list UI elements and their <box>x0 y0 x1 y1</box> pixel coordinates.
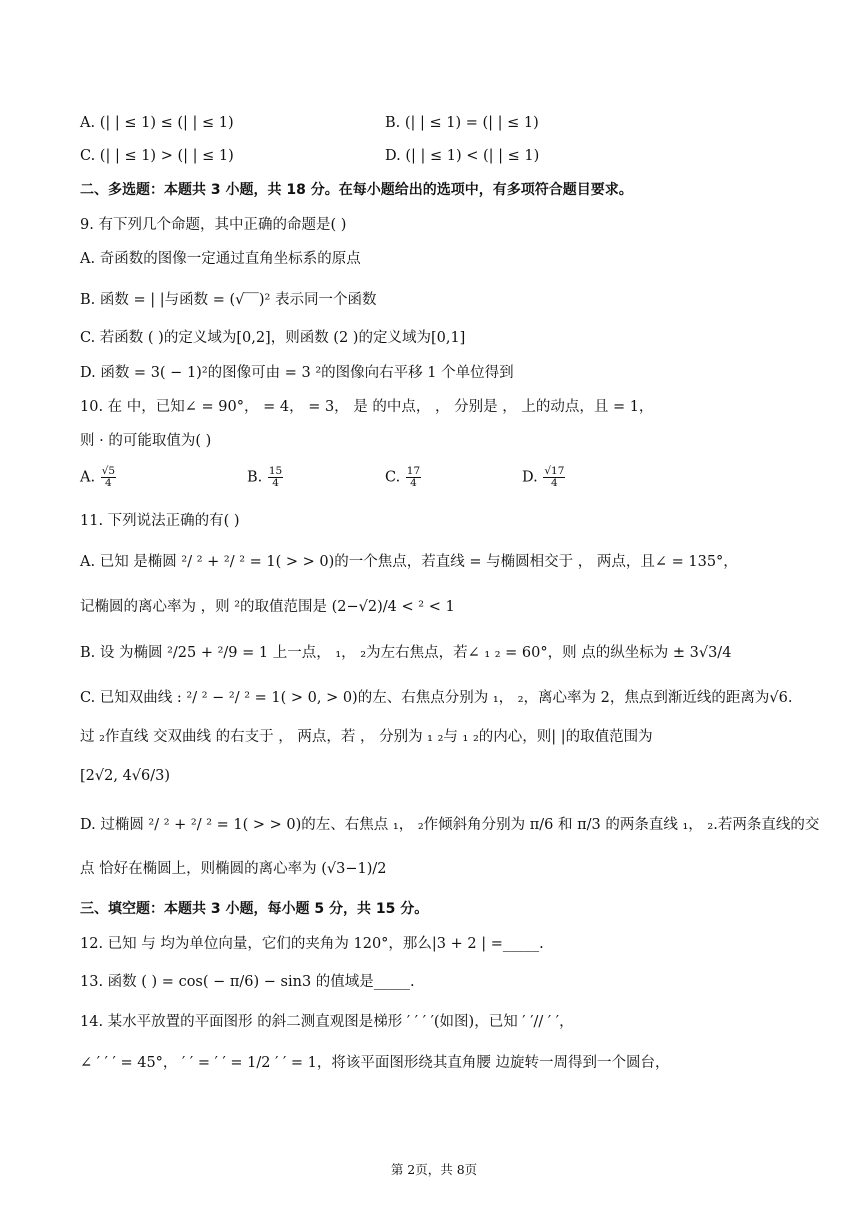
question-14-line-1: 14. 某水平放置的平面图形 的斜二测直观图是梯形 ′ ′ ′ ′(如图)，已知 ′ ′// ′ ′， <box>80 1014 574 1030</box>
option-label: A. <box>80 469 96 486</box>
question-11-option-c-line-2: 过 ₂作直线 交双曲线 的右支于 ， 两点，若 ， 分别为 ₁ ₂与 ₁ ₂的内心，则| |的取值范围为 <box>80 729 653 745</box>
question-11-option-b: B. 设 为椭圆 ²/25 + ²/9 = 1 上一点， ₁， ₂为左右焦点，若∠ ₁ ₂ = 60°，则 点的纵坐标为 ± 3√3/4 <box>80 645 732 661</box>
option-label: B. <box>247 469 263 486</box>
denominator: 4 <box>105 477 112 489</box>
question-9-stem: 9. 有下列几个命题，其中正确的命题是( ) <box>80 217 347 233</box>
page-footer: 第 2页，共 8页 <box>390 1162 478 1177</box>
question-10-line-2: 则 · 的可能取值为( ) <box>80 433 212 449</box>
numerator: √5 <box>101 465 116 477</box>
section-heading-multiple-choice: 二、多选题：本题共 3 小题，共 18 分。在每小题给出的选项中，有多项符合题目要求。 <box>80 182 633 198</box>
option-label: D. <box>522 469 538 486</box>
denominator: 4 <box>551 477 558 489</box>
fraction <box>406 466 421 489</box>
question-10-option-b <box>247 466 284 489</box>
numerator: √17 <box>544 465 565 477</box>
question-14-line-2: ∠ ′ ′ ′ = 45°， ′ ′ = ′ ′ = 1/2 ′ ′ = 1，将该平面图形绕其直角腰 边旋转一周得到一个圆台， <box>80 1055 670 1071</box>
question-11-option-c-line-3: [2√2, 4√6/3) <box>80 768 171 784</box>
question-9-option-c: C. 若函数 ( )的定义域为[0,2]，则函数 (2 )的定义域为[0,1] <box>80 330 466 346</box>
option-d: D. (| | ≤ 1) < (| | ≤ 1) <box>385 148 540 164</box>
option-a: A. (| | ≤ 1) ≤ (| | ≤ 1) <box>80 115 234 131</box>
question-11-option-d-line-1: D. 过椭圆 ²/ ² + ²/ ² = 1( > > 0)的左、右焦点 ₁， ₂作倾斜角分别为 π/6 和 π/3 的两条直线 ₁， ₂.若两条直线的交 <box>80 817 820 833</box>
option-b: B. (| | ≤ 1) = (| | ≤ 1) <box>385 115 539 131</box>
question-12: 12. 已知 与 均为单位向量，它们的夹角为 120°，那么|3 + 2 | =_____. <box>80 936 544 952</box>
question-10-option-c <box>385 466 422 489</box>
question-9-option-a: A. 奇函数的图像一定通过直角坐标系的原点 <box>80 251 361 267</box>
option-c: C. (| | ≤ 1) > (| | ≤ 1) <box>80 148 234 164</box>
question-10-line-1: 10. 在 中，已知∠ = 90°， = 4， = 3， 是 的中点， ， 分别是 ， 上的动点，且 = 1， <box>80 399 654 415</box>
fraction <box>268 466 283 489</box>
section-heading-fill-in: 三、填空题：本题共 3 小题，每小题 5 分，共 15 分。 <box>80 901 429 917</box>
question-11-option-a-line-2: 记椭圆的离心率为 ，则 ²的取值范围是 (2−√2)/4 < ² < 1 <box>80 599 455 615</box>
question-11-stem: 11. 下列说法正确的有( ) <box>80 513 240 529</box>
question-11-option-a-line-1: A. 已知 是椭圆 ²/ ² + ²/ ² = 1( > > 0)的一个焦点，若直线 = 与椭圆相交于 ， 两点，且∠ = 135°， <box>80 554 738 570</box>
option-label: C. <box>385 469 401 486</box>
denominator: 4 <box>272 477 279 489</box>
question-10-option-a <box>80 466 117 489</box>
fraction <box>543 466 565 489</box>
denominator: 4 <box>410 477 417 489</box>
question-9-option-b: B. 函数 = | |与函数 = (√‾‾)² 表示同一个函数 <box>80 292 377 308</box>
fraction <box>101 466 116 489</box>
question-13: 13. 函数 ( ) = cos( − π/6) − sin3 的值域是_____. <box>80 974 415 990</box>
question-11-option-c-line-1: C. 已知双曲线 : ²/ ² − ²/ ² = 1( > 0, > 0)的左、右焦点分别为 ₁， ₂，离心率为 2，焦点到渐近线的距离为√6. <box>80 690 793 706</box>
question-11-option-d-line-2: 点 恰好在椭圆上，则椭圆的离心率为 (√3−1)/2 <box>80 861 387 877</box>
question-9-option-d: D. 函数 = 3( − 1)²的图像可由 = 3 ²的图像向右平移 1 个单位得到 <box>80 365 514 381</box>
question-10-option-d <box>522 466 566 489</box>
numerator: 17 <box>406 465 421 477</box>
numerator: 15 <box>268 465 283 477</box>
